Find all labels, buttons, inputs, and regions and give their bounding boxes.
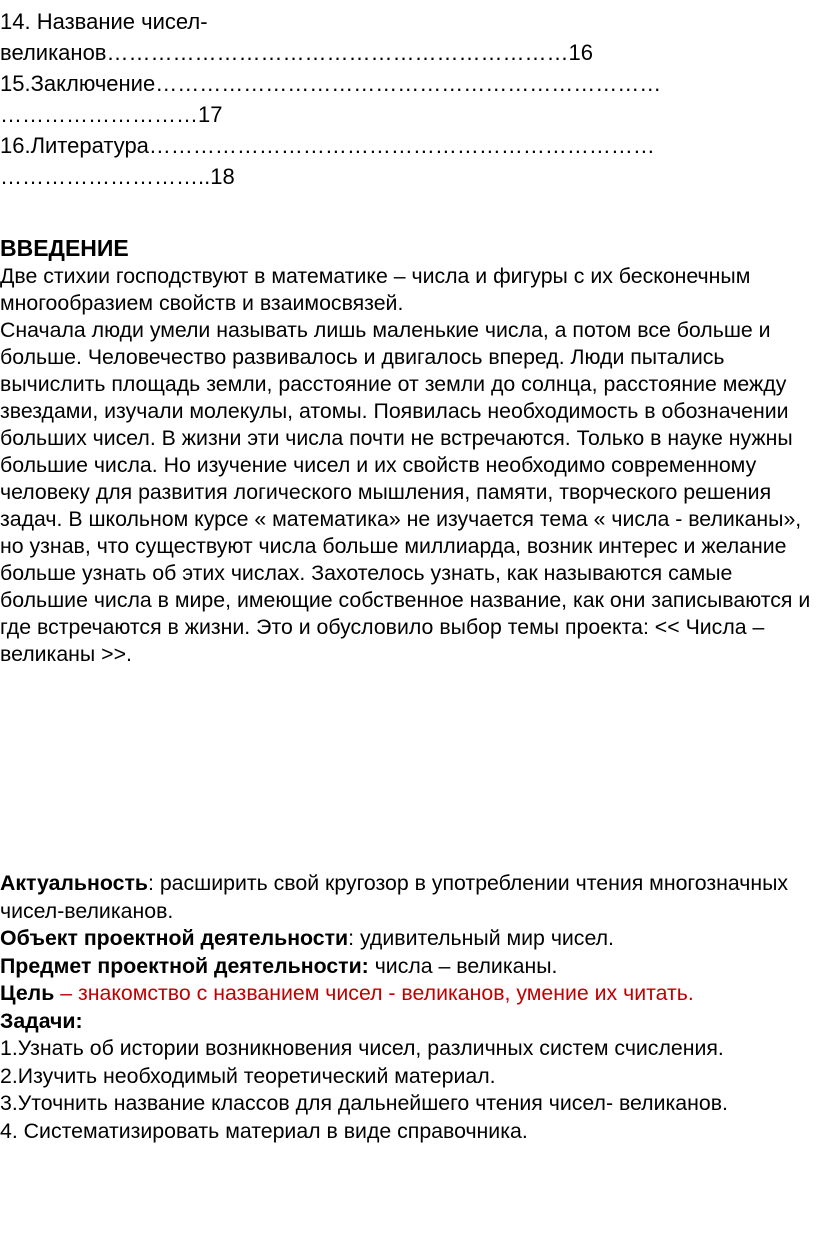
table-of-contents xyxy=(0,6,816,192)
introduction-section xyxy=(0,233,816,668)
task-item: 2.Изучить необходимый теоретический материал. xyxy=(0,1063,496,1088)
toc-line: 14. Название чисел- xyxy=(0,9,208,34)
relevance-label: Актуальность xyxy=(0,871,148,895)
toc-line: великанов………………………………………………………16 xyxy=(0,40,593,65)
task-item: 1.Узнать об истории возникновения чисел, различных систем счисления. xyxy=(0,1036,724,1060)
aim-label: Цель xyxy=(0,981,55,1005)
intro-paragraph-1: Две стихии господствуют в математике – числа и фигуры с их бесконечным многообразием свойств и взаимосвязей. xyxy=(0,264,751,315)
subject-text: числа – великаны. xyxy=(368,953,558,978)
intro-paragraph-2: Сначала люди умели называть лишь маленькие числа, а потом все больше и больше. Человечество развивалось и двигалось вперед. Люди пытались вычислить площадь земли, расстояние от земли до солнца, расстояние между звездами, изучали молекулы, атомы. Появилась необходимость в обозначении больших чисел. В жизни эти числа почти не встречаются. Только в науке нужны большие числа. Но изучение чисел и их свойств необходимо современному человеку для развития логического мышления, памяти, творческого решения задач. В школьном курсе « математика» не изучается тема « числа - великаны», но узнав, что существуют числа больше миллиарда, возник интерес и желание больше узнать об этих числах. Захотелось узнать, как называются самые большие числа в мире, имеющие собственное название, как они записываются и где встречаются в жизни. Это и обусловило выбор темы проекта: << Числа – великаны >>. xyxy=(0,318,811,666)
subject-line xyxy=(0,953,816,981)
object-text: : удивительный мир чисел. xyxy=(348,926,614,950)
task-item: 4. Систематизировать материал в виде справочника. xyxy=(0,1118,528,1143)
relevance-text: : расширить свой кругозор в употреблении чтения многозначных чисел-великанов. xyxy=(0,871,789,923)
object-line xyxy=(0,925,816,953)
project-goals-section xyxy=(0,870,816,1145)
aim-line xyxy=(0,980,816,1008)
object-label: Объект проектной деятельности xyxy=(0,926,349,950)
relevance-line xyxy=(0,870,816,925)
section-heading: ВВЕДЕНИЕ xyxy=(0,235,129,261)
subject-label: Предмет проектной деятельности: xyxy=(0,953,369,978)
task-item: 3.Уточнить название классов для дальнейшего чтения чисел- великанов. xyxy=(0,1091,728,1115)
aim-text: – знакомство с названием чисел - великанов, умение их читать. xyxy=(54,981,694,1005)
tasks-line xyxy=(0,1008,816,1036)
toc-line: 16.Литература…………………………………………………………… xyxy=(0,133,655,158)
toc-line: 15.Заключение…………………………………………………………… xyxy=(0,71,662,96)
toc-line: ………………………17 xyxy=(0,102,223,127)
toc-line: ………………………..18 xyxy=(0,164,235,189)
tasks-label: Задачи: xyxy=(0,1008,83,1033)
